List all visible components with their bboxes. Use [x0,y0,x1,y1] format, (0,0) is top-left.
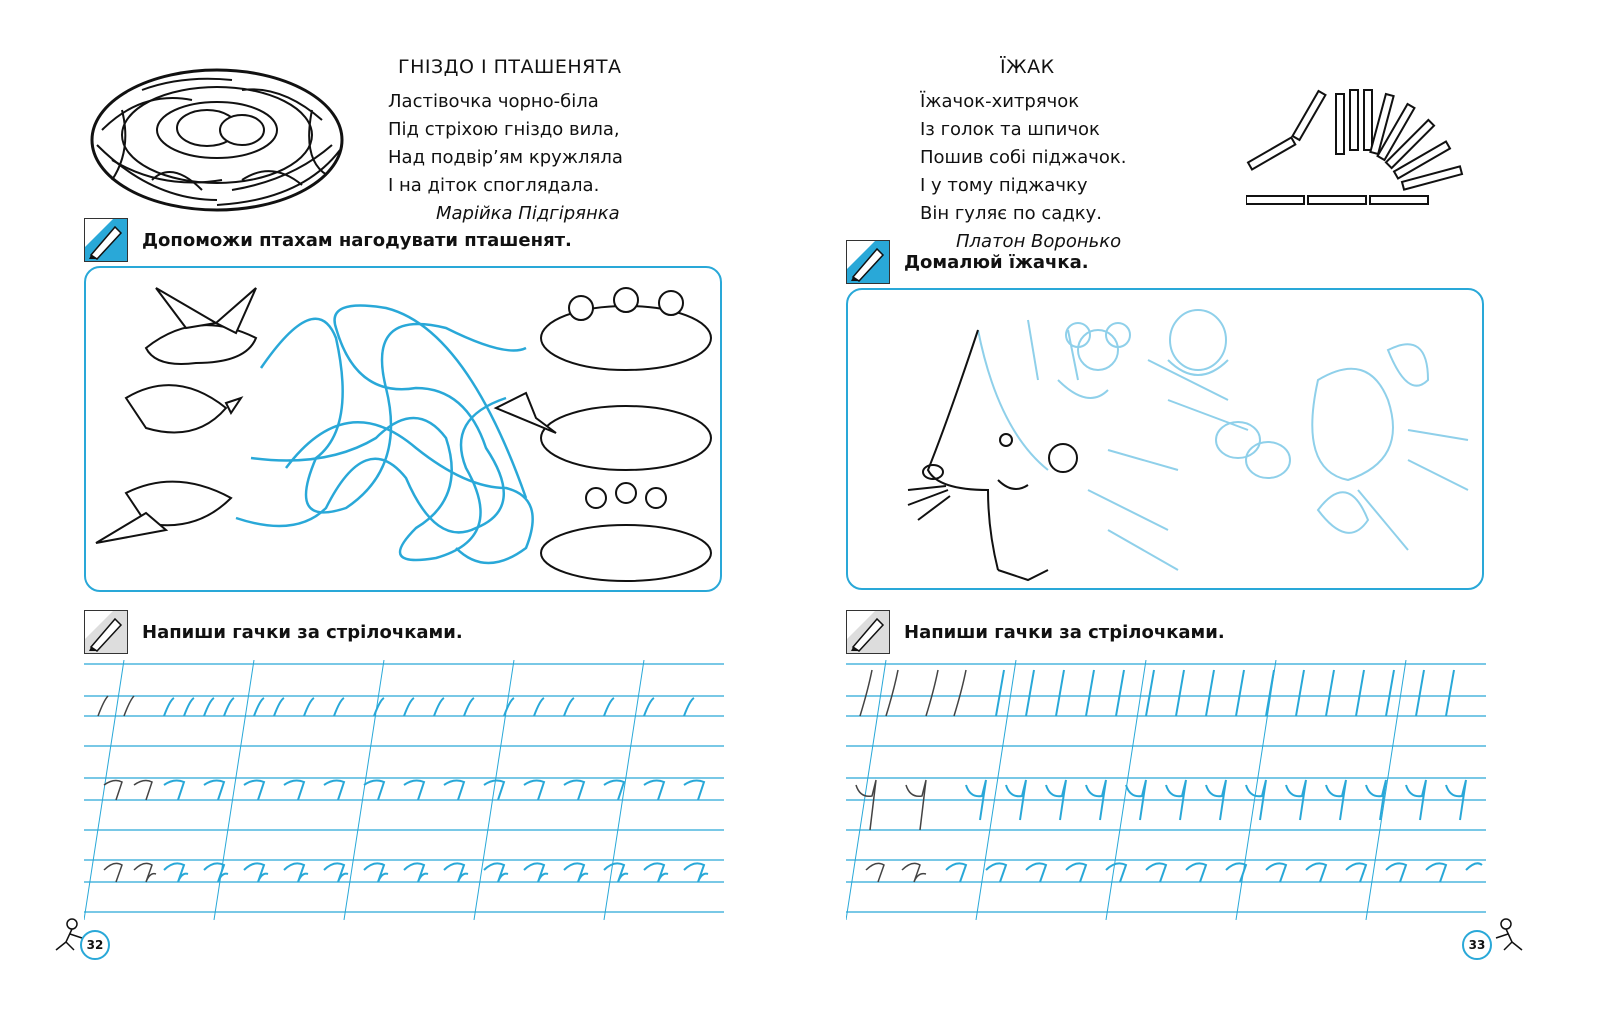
poem-title: ГНІЗДО І ПТАШЕНЯТА [398,56,622,78]
page-number: 32 [80,930,110,960]
poem-author: Платон Воронько [956,231,1122,252]
poem-line: Під стріхою гніздо вила, [388,119,620,140]
poem-line: Над подвір’ям кружляла [388,147,623,168]
task-label: Домалюй їжачка. [904,251,1089,273]
poem-line: Їжачок-хитрячок [920,91,1080,112]
task-draw-hedgehog [846,240,1089,284]
right-page [800,0,1600,1014]
poem-title: ЇЖАК [1000,56,1055,78]
task-feed-birds [84,218,572,262]
poem-line: Пошив собі піджачок. [920,147,1127,168]
pencil-icon [84,610,128,654]
hedgehog-frame [846,288,1484,590]
task-label: Допоможи птахам нагодувати пташенят. [142,229,572,251]
task-label: Напиши гачки за стрілочками. [142,621,463,643]
pencil-icon [846,610,890,654]
nest-with-chicks-illustration [496,288,711,581]
task-label: Напиши гачки за стрілочками. [904,621,1225,643]
hedgehog-sticks-illustration [1246,84,1496,214]
maze-illustration [86,268,722,592]
poem [920,88,1126,256]
poem-line: І на діток споглядала. [388,175,600,196]
poem-author: Марійка Підгірянка [436,203,620,224]
bird-illustration [96,288,256,543]
writing-lines [846,660,1486,920]
task-write-hooks [84,610,463,654]
task-write-hooks [846,610,1225,654]
poem-line: Із голок та шпичок [920,119,1100,140]
page-number: 33 [1462,930,1492,960]
pencil-icon [84,218,128,262]
poem [388,88,623,228]
writing-lines [84,660,724,920]
poem-line: І у тому піджачку [920,175,1088,196]
pencil-icon [846,240,890,284]
hedgehog-drawing [848,290,1484,590]
nest-illustration [82,50,352,220]
poem-line: Він гуляє по садку. [920,203,1103,224]
maze-frame [84,266,722,592]
poem-line: Ластівочка чорно-біла [388,91,599,112]
boy-mascot-icon [1490,916,1526,956]
